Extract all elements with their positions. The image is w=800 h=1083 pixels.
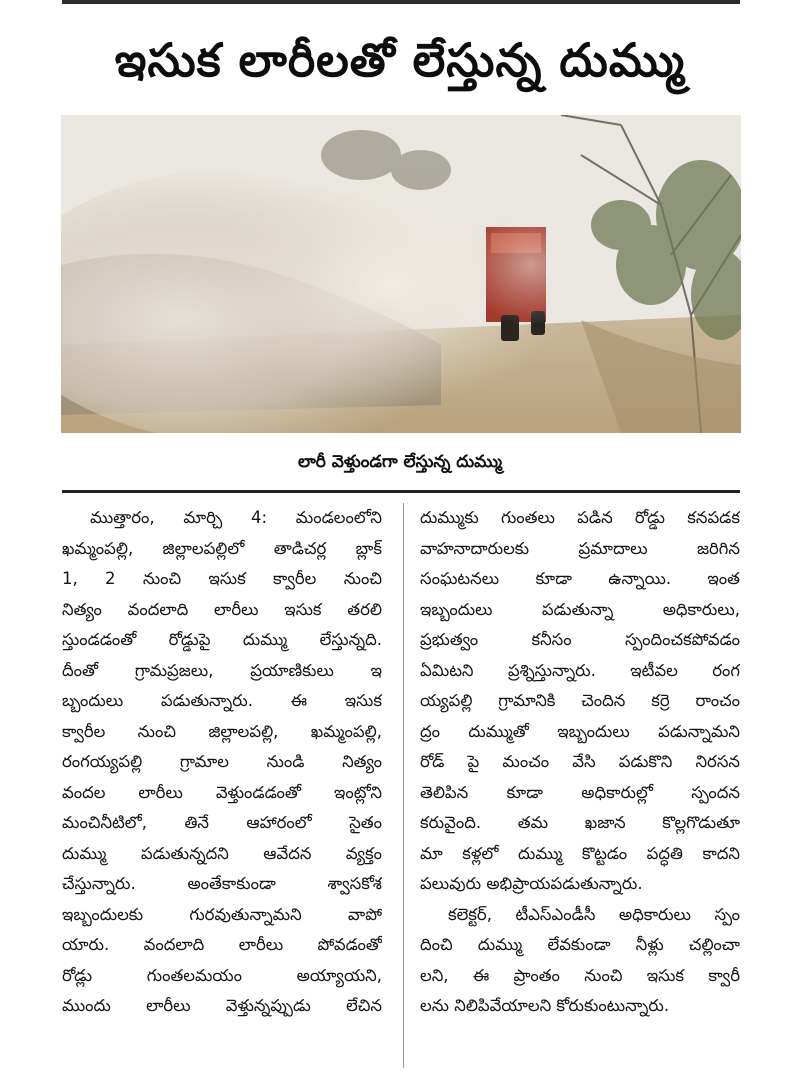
article-column-left [62,503,382,1022]
article-line: పలువురు అభిప్రాయపడుతున్నారు. [420,874,643,893]
article-line: ప్రభుత్వం కనీసం స్పందించకపోవడం [420,630,740,649]
article-line: ఇబ్బందులు పడుతున్నా అధికారులు, [420,599,740,619]
headline: ఇసుక లారీలతో లేస్తున్న దుమ్ము [114,33,686,87]
article-line: దీంతో గ్రామప్రజలు, ప్రయాణికులు ఇ [62,660,382,680]
article-line: స్తుండడంతో రోడ్డుపై దుమ్ము లేస్తున్నది. [62,630,382,649]
article-line: తెలిపిన కూడా అధికారుల్లో స్పందన [420,782,740,802]
article-line: రోడ్ పై మంచం వేసి పడుకొని నిరసన [420,752,740,771]
article-line: వందల లారీలు వెళ్తుండడంతో ఇంట్లోని [62,782,382,802]
article-line: దించి దుమ్ము లేవకుండా నీళ్లు చల్లించా [420,935,740,954]
article-line: రంగయ్యపల్లి గ్రామాల నుండి నిత్యం [62,752,382,771]
article-line: నిత్యం వందలాది లారీలు ఇసుక తరలి [62,599,382,619]
article-line: ఇబ్బందులకు గురవుతున్నామని వాపో [62,904,382,924]
section-divider [62,490,740,493]
article-line: ముందు లారీలు వెళ్తున్నప్పుడు లేచిన [62,996,382,1015]
article-line: లను నిలిపివేయాలని కోరుకుంటున్నారు. [420,996,670,1015]
article-line: కరువైంది. తమ ఖజాన కొల్లగొడుతూ [420,813,740,832]
top-rule [62,0,740,4]
article-line: ఖమ్మంపల్లి, జిల్లాలపల్లిలో తాడిచర్ల బ్లాక్ [62,538,382,558]
column-rule [403,503,404,1068]
article-column-right [420,503,740,1022]
article-line: దుమ్ముకు గుంతలు పడిన రోడ్డు కనపడక [420,508,740,527]
article-line: ముత్తారం, మార్చి 4: మండలంలోని [90,508,382,527]
article-line: సంఘటనలు కూడా ఉన్నాయి. ఇంత [420,569,740,588]
article-line: బ్బందులు పడుతున్నారు. ఈ ఇసుక [62,691,382,710]
article-line: లని, ఈ ప్రాంతం నుంచి ఇసుక క్వారీ [420,965,740,985]
article-line: యారు. వందలాది లారీలు పోవడంతో [62,935,382,954]
article-line: చేస్తున్నారు. అంతేకాకుండా శ్వాసకోశ [62,874,382,893]
article-line: వాహనాదారులకు ప్రమాదాలు జరిగిన [420,538,740,558]
lorry-dust-photo [61,115,741,433]
article-line: రోడ్లు గుంతలమయం అయ్యాయని, [62,965,382,985]
article-line: ఏమిటని ప్రశ్నిస్తున్నారు. ఇటీవల రంగ [420,660,740,680]
article-line: ద్రం దుమ్ముతో ఇబ్బందులు పడున్నామని [420,721,740,741]
article-line: దుమ్ము పడుతున్నదని ఆవేదన వ్యక్తం [62,843,382,863]
article-line: మంచినీటిలో, తినే ఆహారంలో సైతం [62,813,382,832]
article-line: య్యపల్లి గ్రామానికి చెందిన కర్రె రాంచం [420,691,740,710]
article-line: 1, 2 నుంచి ఇసుక క్వారీల నుంచి [62,569,382,588]
article-line: మా కళ్లలో దుమ్ము కొట్టడం పద్ధతి కాదని [420,843,740,863]
photo-caption: లారీ వెళ్తుండగా లేస్తున్న దుమ్ము [297,452,503,472]
article-line: కలెక్టర్, టీఎస్ఎండీసీ అధికారులు స్పం [448,904,740,924]
article-line: క్వారీల నుంచి జిల్లాలపల్లి, ఖమ్మంపల్లి, [62,721,382,741]
